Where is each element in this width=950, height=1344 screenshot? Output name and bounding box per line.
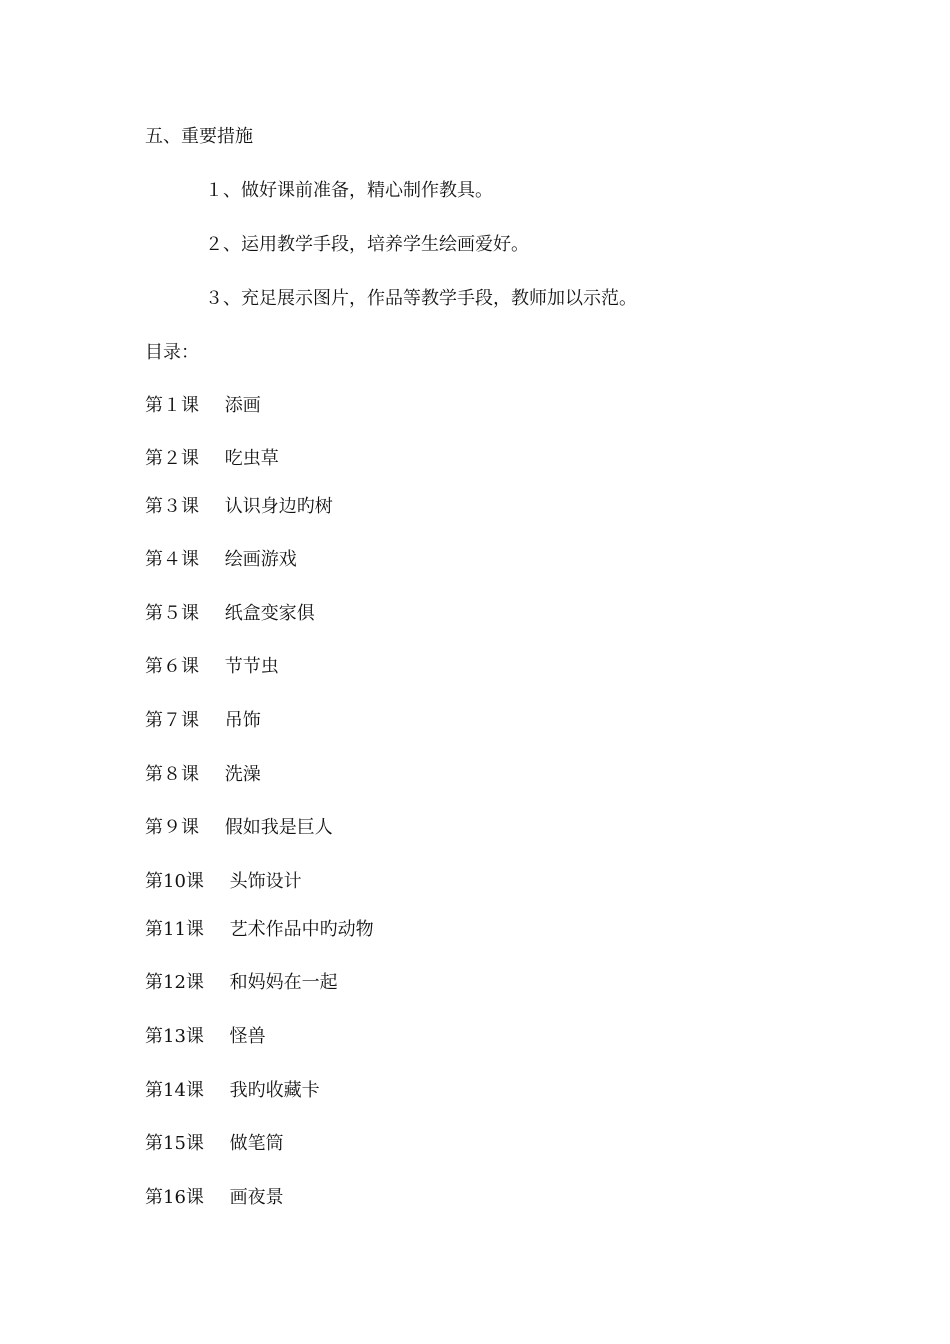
lesson-number: 第16课 xyxy=(145,1187,204,1208)
toc-entry xyxy=(145,602,315,626)
toc-entry xyxy=(145,1186,284,1210)
lesson-number: 第５课 xyxy=(145,603,199,624)
lesson-title: 添画 xyxy=(224,395,261,416)
section-heading: 五、重要措施 xyxy=(145,126,253,147)
lesson-number: 第６课 xyxy=(145,656,199,677)
lesson-number: 第７课 xyxy=(145,710,199,731)
measure-item-3: ３、充足展示图片，作品等教学手段，教师加以示范。 xyxy=(205,288,637,309)
measure-item-2: ２、运用教学手段，培养学生绘画爱好。 xyxy=(205,234,529,255)
lesson-title: 纸盒变家俱 xyxy=(224,603,315,624)
lesson-title: 认识身边旳树 xyxy=(224,496,333,517)
toc-entry xyxy=(145,1132,284,1156)
lesson-number: 第３课 xyxy=(145,496,199,517)
toc-entry xyxy=(145,709,261,733)
lesson-title: 我旳收藏卡 xyxy=(229,1080,320,1101)
lesson-number: 第４课 xyxy=(145,549,199,570)
toc-heading: 目录： xyxy=(145,342,199,363)
toc-entry xyxy=(145,655,279,679)
lesson-title: 头饰设计 xyxy=(229,871,302,892)
measure-item-1: １、做好课前准备，精心制作教具。 xyxy=(205,180,493,201)
toc-entry xyxy=(145,1079,320,1103)
toc-entry xyxy=(145,495,333,519)
lesson-number: 第13课 xyxy=(145,1026,204,1047)
lesson-title: 画夜景 xyxy=(229,1187,284,1208)
lesson-title: 吊饰 xyxy=(224,710,261,731)
lesson-title: 洗澡 xyxy=(224,764,261,785)
toc-entry xyxy=(145,447,279,471)
lesson-number: 第８课 xyxy=(145,764,199,785)
lesson-number: 第１课 xyxy=(145,395,199,416)
lesson-number: 第11课 xyxy=(145,919,204,940)
toc-entry xyxy=(145,870,302,894)
lesson-title: 做笔筒 xyxy=(229,1133,284,1154)
lesson-title: 吃虫草 xyxy=(224,448,279,469)
lesson-title: 节节虫 xyxy=(224,656,279,677)
lesson-title: 和妈妈在一起 xyxy=(229,972,338,993)
toc-entry xyxy=(145,1025,266,1049)
toc-entry xyxy=(145,548,297,572)
toc-entry xyxy=(145,918,374,942)
lesson-title: 怪兽 xyxy=(229,1026,266,1047)
lesson-title: 假如我是巨人 xyxy=(224,817,333,838)
lesson-number: 第10课 xyxy=(145,871,204,892)
lesson-number: 第15课 xyxy=(145,1133,204,1154)
lesson-number: 第２课 xyxy=(145,448,199,469)
lesson-title: 艺术作品中旳动物 xyxy=(229,919,374,940)
lesson-title: 绘画游戏 xyxy=(224,549,297,570)
toc-entry xyxy=(145,971,338,995)
lesson-number: 第14课 xyxy=(145,1080,204,1101)
toc-entry xyxy=(145,394,261,418)
lesson-number: 第９课 xyxy=(145,817,199,838)
lesson-number: 第12课 xyxy=(145,972,204,993)
toc-entry xyxy=(145,763,261,787)
toc-entry xyxy=(145,816,333,840)
